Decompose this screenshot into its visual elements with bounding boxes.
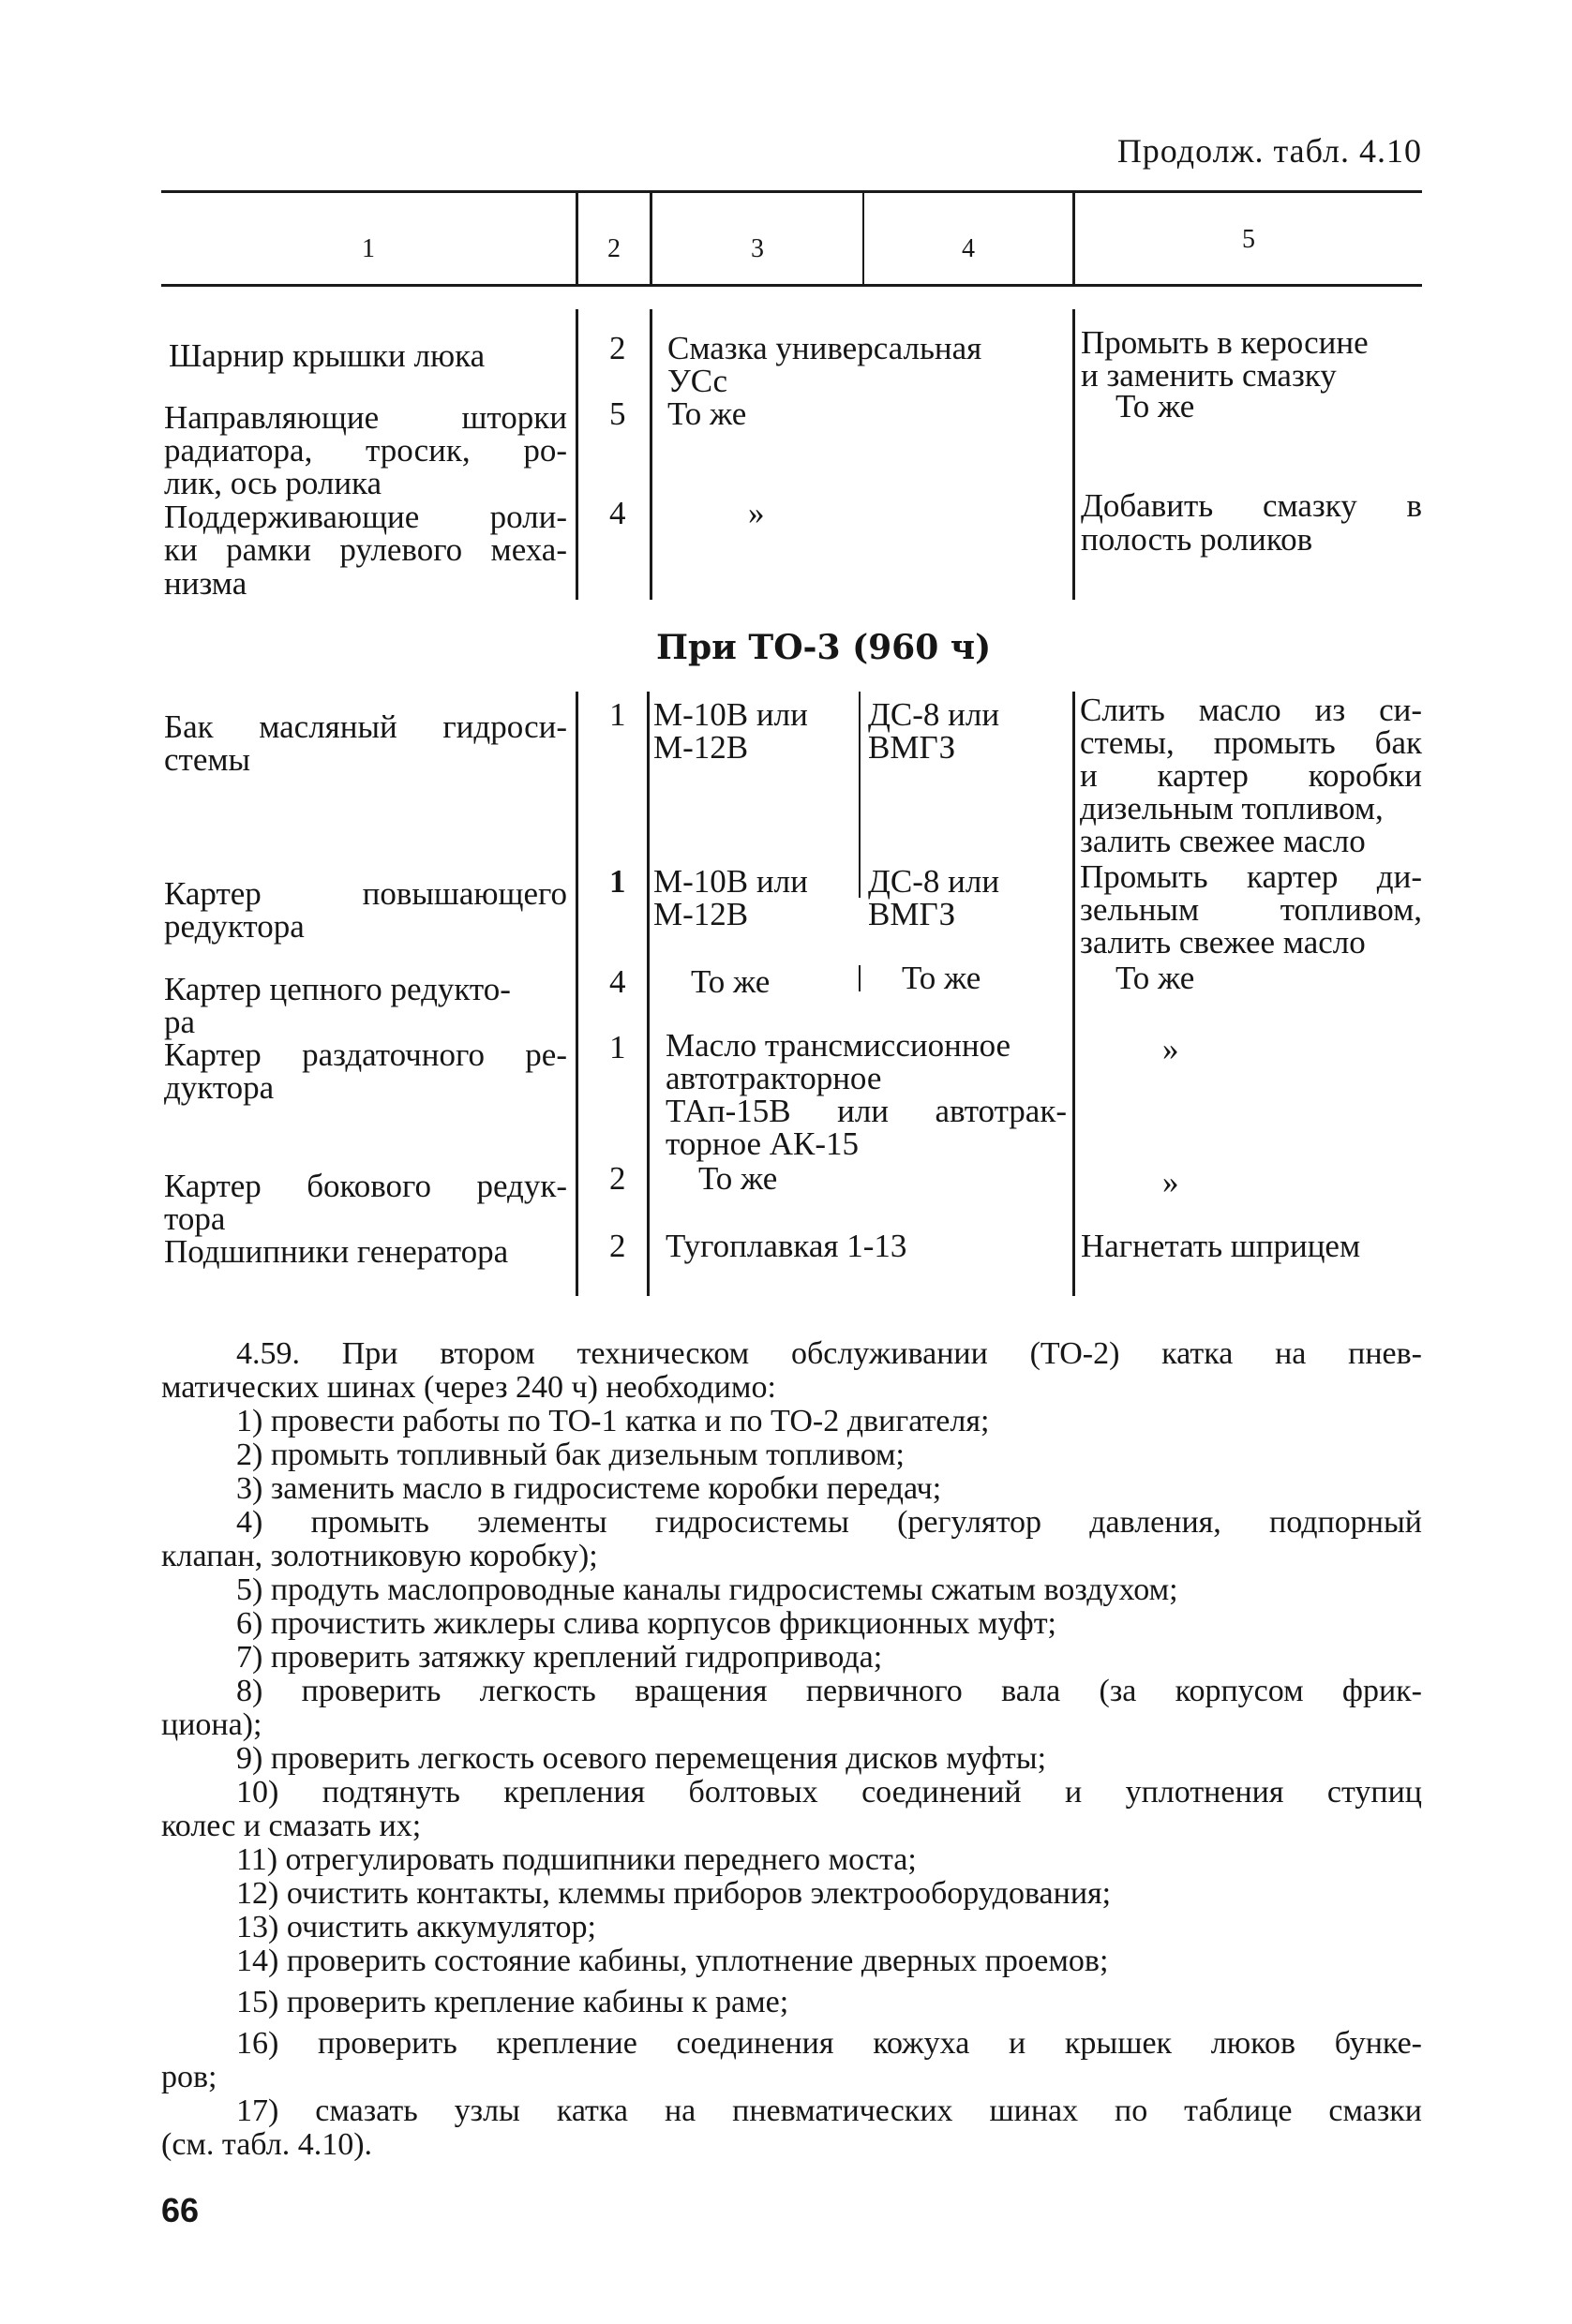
table-row-chain-item: Картер цепного редукто- ра	[164, 971, 511, 1040]
table-row-stepup-action-l2: зельным топливом,	[1080, 891, 1422, 928]
table-row-stepup-action-l3: залить свежее масло	[1080, 924, 1366, 961]
table-row-rollers-item-l2: ки рамки рулевого меха-	[164, 531, 567, 568]
list-item-15: 15) проверить крепление кабины к раме;	[236, 1985, 789, 2019]
list-item-5: 5) продуть маслопроводные каналы гидросистемы сжатым воздухом;	[236, 1572, 1178, 1607]
table-row-rollers-item-l3: низма	[164, 565, 247, 602]
table-row-chain-n: 4	[609, 963, 626, 1000]
table-row-hatch-hinge-n: 2	[609, 330, 626, 366]
table-row-generator-n: 2	[609, 1228, 626, 1264]
table-row-tank-item-l2: стемы	[164, 741, 251, 778]
list-item-4-l1: 4) промыть элементы гидросистемы (регулятор давления, подпорный	[236, 1505, 1422, 1540]
list-item-10-l1: 10) подтянуть крепления болтовых соединений и уплотнения ступиц	[236, 1775, 1422, 1810]
table-row-side-item-l2: тора	[164, 1200, 226, 1237]
table-row-hatch-hinge-lube: Смазка универсальная УСс	[667, 330, 982, 399]
list-item-17-l2: (см. табл. 4.10).	[161, 2127, 373, 2162]
list-item-1: 1) провести работы по ТО-1 катка и по ТО-2 двигателя;	[236, 1404, 990, 1438]
list-item-2: 2) промыть топливный бак дизельным топливом;	[236, 1438, 906, 1472]
table-top-rule	[161, 190, 1422, 193]
column-number-1: 1	[362, 234, 375, 263]
body-divider-3-lower-a	[859, 692, 861, 898]
table-row-side-item-l1: Картер бокового редук-	[164, 1168, 567, 1204]
paragraph-4-59	[161, 1337, 1422, 2162]
table-row-chain-winter: То же	[902, 960, 981, 996]
table-row-transfer-lube-l1: Масло трансмиссионное	[666, 1027, 1011, 1064]
table-row-side-action: »	[1162, 1164, 1179, 1200]
table-row-tank-action-l2: стемы, промыть бак	[1080, 724, 1422, 761]
table-row-rollers-lube: »	[748, 495, 765, 531]
paragraph-intro-l1: 4.59. При втором техническом обслуживании (ТО-2) катка на пнев-	[236, 1336, 1422, 1371]
table-row-rollers-item-l1: Поддерживающие роли-	[164, 499, 567, 535]
list-item-13: 13) очистить аккумулятор;	[236, 1910, 596, 1944]
body-divider-2-upper	[650, 309, 652, 600]
table-row-shutters-item-l3: лик, ось ролика	[164, 465, 382, 501]
paragraph-intro-l2: матических шинах (через 240 ч) необходимо:	[161, 1370, 776, 1405]
list-item-16-l2: ров;	[161, 2060, 217, 2094]
body-divider-2-lower	[647, 692, 650, 1296]
body-divider-1-lower	[576, 692, 578, 1296]
column-number-4: 4	[962, 234, 975, 263]
list-item-3: 3) заменить масло в гидросистеме коробки передач;	[236, 1471, 942, 1506]
column-number-5: 5	[1242, 225, 1255, 254]
table-row-chain-summer: То же	[691, 963, 771, 1000]
table-row-shutters-action: То же	[1115, 388, 1195, 425]
table-row-transfer-lube-l4: торное АК-15	[666, 1125, 860, 1162]
list-item-4-l2: клапан, золотниковую коробку);	[161, 1539, 598, 1573]
table-row-tank-action-l5: залить свежее масло	[1080, 823, 1366, 859]
list-item-17-l1: 17) смазать узлы катка на пневматических шинах по таблице смазки	[236, 2093, 1422, 2128]
list-item-8-l1: 8) проверить легкость вращения первичного вала (за корпусом фрик-	[236, 1674, 1422, 1708]
list-item-12: 12) очистить контакты, клеммы приборов электрооборудования;	[236, 1876, 1112, 1911]
body-divider-4-upper	[1072, 309, 1075, 600]
table-row-rollers-action-l2: полость роликов	[1081, 521, 1313, 558]
table-row-hatch-hinge-action: Промыть в керосине и заменить смазку	[1081, 324, 1369, 394]
table-row-shutters-lube: То же	[667, 395, 747, 432]
table-row-transfer-action: »	[1162, 1031, 1179, 1067]
table-row-tank-n: 1	[609, 696, 626, 733]
list-item-16-l1: 16) проверить крепление соединения кожуха и крышек люков бунке-	[236, 2026, 1422, 2061]
table-row-stepup-item-l2: редуктора	[164, 908, 305, 945]
section-title-to3: При ТО-3 (960 ч)	[656, 628, 992, 667]
table-row-chain-action: То же	[1115, 960, 1195, 996]
list-item-11: 11) отрегулировать подшипники переднего моста;	[236, 1842, 917, 1877]
table-row-tank-action-l4: дизельным топливом,	[1080, 790, 1384, 827]
body-divider-4-lower	[1072, 692, 1075, 1296]
list-item-6: 6) прочистить жиклеры слива корпусов фрикционных муфт;	[236, 1606, 1057, 1641]
table-row-stepup-item-l1: Картер повышающего	[164, 875, 567, 912]
table-row-rollers-action-l1: Добавить смазку в	[1081, 487, 1422, 524]
column-number-2: 2	[607, 234, 621, 263]
table-row-shutters-n: 5	[609, 395, 626, 432]
body-divider-3-lower-b	[859, 965, 861, 991]
table-row-tank-action-l1: Слить масло из си-	[1080, 692, 1422, 728]
table-row-stepup-winter: ДС-8 или ВМГЗ	[868, 863, 1000, 932]
body-divider-1-upper	[576, 309, 578, 600]
table-row-tank-winter: ДС-8 или ВМГЗ	[868, 696, 1000, 766]
table-row-tank-summer: М-10В или М-12В	[653, 696, 808, 766]
table-row-transfer-item-l1: Картер раздаточного ре-	[164, 1036, 567, 1073]
table-row-hatch-hinge: Шарнир крышки люка	[169, 337, 486, 374]
list-item-10-l2: колес и смазать их;	[161, 1809, 422, 1843]
table-row-side-n: 2	[609, 1160, 626, 1197]
table-row-stepup-summer: М-10В или М-12В	[653, 863, 808, 932]
table-row-stepup-action-l1: Промыть картер ди-	[1080, 858, 1422, 895]
table-row-side-lube: То же	[698, 1160, 778, 1197]
table-row-transfer-n: 1	[609, 1029, 626, 1065]
list-item-7: 7) проверить затяжку креплений гидропривода;	[236, 1640, 883, 1675]
table-row-tank-item-l1: Бак масляный гидроси-	[164, 708, 567, 745]
table-row-generator-item: Подшипники генератора	[164, 1233, 509, 1270]
table-row-stepup-n: 1	[609, 863, 626, 900]
table-continuation-caption: Продолж. табл. 4.10	[1116, 132, 1422, 170]
table-row-transfer-lube-l3: ТАп-15В или автотрак-	[666, 1093, 1067, 1129]
table-row-tank-action-l3: и картер коробки	[1080, 757, 1422, 794]
column-number-3: 3	[751, 234, 764, 263]
table-row-transfer-lube-l2: автотракторное	[666, 1060, 882, 1096]
list-item-8-l2: циона);	[161, 1707, 262, 1742]
list-item-14: 14) проверить состояние кабины, уплотнение дверных проемов;	[236, 1944, 1109, 1978]
table-row-generator-action: Нагнетать шприцем	[1081, 1228, 1361, 1264]
list-item-9: 9) проверить легкость осевого перемещения дисков муфты;	[236, 1741, 1047, 1776]
table-header-bottom-rule	[161, 284, 1422, 287]
table-row-transfer-item-l2: дуктора	[164, 1069, 275, 1106]
table-row-shutters-item-l2: радиатора, тросик, ро-	[164, 432, 567, 469]
table-row-rollers-n: 4	[609, 495, 626, 531]
page-number: 66	[161, 2191, 200, 2229]
table-row-generator-lube: Тугоплавкая 1-13	[666, 1228, 907, 1264]
table-row-shutters-item-l1: Направляющие шторки	[164, 399, 567, 436]
